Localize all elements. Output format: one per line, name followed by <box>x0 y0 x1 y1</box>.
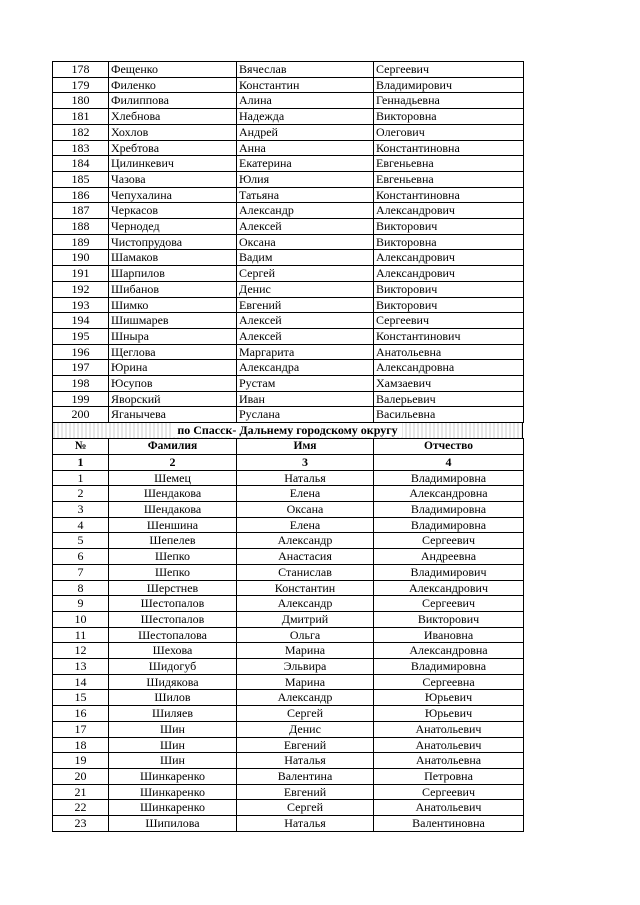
surname-cell: Шипилова <box>109 816 237 832</box>
surname-cell: Фещенко <box>109 62 237 78</box>
surname-cell: Шиляев <box>109 706 237 722</box>
surname-cell: Щеглова <box>109 344 237 360</box>
surname-cell: Шин <box>109 721 237 737</box>
surname-cell: Яганычева <box>109 407 237 423</box>
patronymic-cell: Константиновна <box>374 187 524 203</box>
row-number: 197 <box>53 360 109 376</box>
patronymic-cell: Викторовна <box>374 234 524 250</box>
row-number: 4 <box>53 517 109 533</box>
table-row <box>53 407 524 423</box>
patronymic-cell: Викторович <box>374 611 524 627</box>
surname-cell: Филиппова <box>109 93 237 109</box>
surname-cell: Шепелев <box>109 533 237 549</box>
first-name-cell: Александр <box>237 596 374 612</box>
surname-cell: Шехова <box>109 643 237 659</box>
surname-cell: Хлебнова <box>109 109 237 125</box>
row-number: 199 <box>53 391 109 407</box>
row-number: 195 <box>53 328 109 344</box>
surname-cell: Шепко <box>109 549 237 565</box>
table-row <box>53 266 524 282</box>
table-row <box>53 690 524 706</box>
first-name-cell: Оксана <box>237 234 374 250</box>
surname-cell: Чернодед <box>109 219 237 235</box>
table-row <box>53 297 524 313</box>
table-row <box>53 281 524 297</box>
patronymic-cell: Викторович <box>374 297 524 313</box>
first-name-cell: Маргарита <box>237 344 374 360</box>
table-row <box>53 674 524 690</box>
first-name-cell: Наталья <box>237 816 374 832</box>
table-row <box>53 627 524 643</box>
patronymic-cell: Константиновна <box>374 140 524 156</box>
row-number: 17 <box>53 721 109 737</box>
table-row <box>53 737 524 753</box>
column-index: 3 <box>237 454 374 470</box>
row-number: 198 <box>53 376 109 392</box>
patronymic-cell: Валентиновна <box>374 816 524 832</box>
patronymic-cell: Александрович <box>374 203 524 219</box>
patronymic-cell: Владимирович <box>374 77 524 93</box>
table-row <box>53 816 524 832</box>
column-index: 1 <box>53 454 109 470</box>
patronymic-cell: Юрьевич <box>374 690 524 706</box>
row-number: 2 <box>53 486 109 502</box>
table-row <box>53 250 524 266</box>
row-number: 8 <box>53 580 109 596</box>
patronymic-cell: Александровна <box>374 643 524 659</box>
row-number: 21 <box>53 784 109 800</box>
patronymic-cell: Евгеньевна <box>374 156 524 172</box>
table-row <box>53 706 524 722</box>
patronymic-cell: Петровна <box>374 768 524 784</box>
table-row <box>53 140 524 156</box>
table-row <box>53 124 524 140</box>
table-row <box>53 501 524 517</box>
table-row <box>53 360 524 376</box>
row-number: 22 <box>53 800 109 816</box>
table-row <box>53 187 524 203</box>
surname-cell: Яворский <box>109 391 237 407</box>
row-number: 19 <box>53 753 109 769</box>
table-row <box>53 800 524 816</box>
patronymic-cell: Владимировна <box>374 659 524 675</box>
first-name-cell: Марина <box>237 674 374 690</box>
patronymic-cell: Анатольевич <box>374 721 524 737</box>
surname-cell: Шинкаренко <box>109 800 237 816</box>
row-number: 13 <box>53 659 109 675</box>
first-name-cell: Константин <box>237 580 374 596</box>
row-number: 14 <box>53 674 109 690</box>
table-row <box>53 486 524 502</box>
first-name-cell: Станислав <box>237 564 374 580</box>
first-name-cell: Александр <box>237 533 374 549</box>
first-name-cell: Эльвира <box>237 659 374 675</box>
first-name-cell: Рустам <box>237 376 374 392</box>
patronymic-cell: Владимировна <box>374 470 524 486</box>
first-name-cell: Андрей <box>237 124 374 140</box>
first-name-cell: Юлия <box>237 171 374 187</box>
patronymic-cell: Александровна <box>374 360 524 376</box>
table-row <box>53 517 524 533</box>
surname-cell: Шестопалов <box>109 611 237 627</box>
table-row <box>53 768 524 784</box>
row-number: 187 <box>53 203 109 219</box>
patronymic-cell: Сергеевич <box>374 313 524 329</box>
patronymic-cell: Сергеевна <box>374 674 524 690</box>
header-patronymic: Отчество <box>374 439 524 455</box>
row-number: 179 <box>53 77 109 93</box>
patronymic-cell: Александровна <box>374 486 524 502</box>
patronymic-cell: Ивановна <box>374 627 524 643</box>
surname-cell: Шеншина <box>109 517 237 533</box>
row-number: 189 <box>53 234 109 250</box>
header-first-name: Имя <box>237 439 374 455</box>
first-name-cell: Дмитрий <box>237 611 374 627</box>
district-table-body <box>53 470 524 831</box>
first-name-cell: Наталья <box>237 470 374 486</box>
surname-cell: Чазова <box>109 171 237 187</box>
table-row <box>53 171 524 187</box>
first-name-cell: Евгений <box>237 784 374 800</box>
district-name-table <box>52 438 524 832</box>
row-number: 5 <box>53 533 109 549</box>
surname-cell: Шибанов <box>109 281 237 297</box>
surname-cell: Шестопалов <box>109 596 237 612</box>
row-number: 3 <box>53 501 109 517</box>
surname-cell: Шамаков <box>109 250 237 266</box>
table-row <box>53 564 524 580</box>
surname-cell: Юсупов <box>109 376 237 392</box>
first-name-cell: Денис <box>237 721 374 737</box>
patronymic-cell: Сергеевич <box>374 533 524 549</box>
first-name-cell: Иван <box>237 391 374 407</box>
table-row <box>53 234 524 250</box>
patronymic-cell: Викторовна <box>374 109 524 125</box>
table-row <box>53 659 524 675</box>
first-name-cell: Вячеслав <box>237 62 374 78</box>
first-name-cell: Евгений <box>237 737 374 753</box>
patronymic-cell: Викторович <box>374 281 524 297</box>
surname-cell: Шишмарев <box>109 313 237 329</box>
first-name-cell: Алексей <box>237 313 374 329</box>
row-number: 20 <box>53 768 109 784</box>
row-number: 16 <box>53 706 109 722</box>
patronymic-cell: Сергеевич <box>374 62 524 78</box>
first-name-cell: Анна <box>237 140 374 156</box>
column-index-row <box>53 454 524 470</box>
table-row <box>53 109 524 125</box>
first-name-cell: Елена <box>237 517 374 533</box>
continued-name-table <box>52 61 524 423</box>
surname-cell: Хохлов <box>109 124 237 140</box>
surname-cell: Шендакова <box>109 486 237 502</box>
first-name-cell: Надежда <box>237 109 374 125</box>
table-row <box>53 156 524 172</box>
patronymic-cell: Валерьевич <box>374 391 524 407</box>
patronymic-cell: Анатольевна <box>374 344 524 360</box>
surname-cell: Чепухалина <box>109 187 237 203</box>
row-number: 1 <box>53 470 109 486</box>
first-name-cell: Сергей <box>237 266 374 282</box>
surname-cell: Шидякова <box>109 674 237 690</box>
surname-cell: Шинкаренко <box>109 768 237 784</box>
first-name-cell: Евгений <box>237 297 374 313</box>
row-number: 11 <box>53 627 109 643</box>
patronymic-cell: Владимировна <box>374 501 524 517</box>
first-name-cell: Сергей <box>237 706 374 722</box>
patronymic-cell: Геннадьевна <box>374 93 524 109</box>
surname-cell: Шидогуб <box>109 659 237 675</box>
surname-cell: Шин <box>109 753 237 769</box>
row-number: 12 <box>53 643 109 659</box>
patronymic-cell: Сергеевич <box>374 784 524 800</box>
table-row <box>53 470 524 486</box>
section-title-text: по Спасск- Дальнему городскому округу <box>173 423 401 437</box>
patronymic-cell: Александрович <box>374 250 524 266</box>
first-name-cell: Анастасия <box>237 549 374 565</box>
row-number: 194 <box>53 313 109 329</box>
header-number: № <box>53 439 109 455</box>
patronymic-cell: Анатольевна <box>374 753 524 769</box>
patronymic-cell: Хамзаевич <box>374 376 524 392</box>
row-number: 191 <box>53 266 109 282</box>
first-name-cell: Вадим <box>237 250 374 266</box>
surname-cell: Шинкаренко <box>109 784 237 800</box>
surname-cell: Шестопалова <box>109 627 237 643</box>
surname-cell: Шерстнев <box>109 580 237 596</box>
surname-cell: Шин <box>109 737 237 753</box>
patronymic-cell: Александрович <box>374 266 524 282</box>
row-number: 185 <box>53 171 109 187</box>
row-number: 182 <box>53 124 109 140</box>
surname-cell: Хребтова <box>109 140 237 156</box>
table-row <box>53 344 524 360</box>
section-title <box>52 423 523 438</box>
row-number: 196 <box>53 344 109 360</box>
row-number: 9 <box>53 596 109 612</box>
table-row <box>53 376 524 392</box>
row-number: 186 <box>53 187 109 203</box>
surname-cell: Филенко <box>109 77 237 93</box>
patronymic-cell: Викторович <box>374 219 524 235</box>
row-number: 192 <box>53 281 109 297</box>
first-name-cell: Алексей <box>237 328 374 344</box>
first-name-cell: Татьяна <box>237 187 374 203</box>
header-surname: Фамилия <box>109 439 237 455</box>
table-row <box>53 62 524 78</box>
first-name-cell: Оксана <box>237 501 374 517</box>
first-name-cell: Александр <box>237 203 374 219</box>
row-number: 193 <box>53 297 109 313</box>
first-name-cell: Екатерина <box>237 156 374 172</box>
row-number: 7 <box>53 564 109 580</box>
first-name-cell: Сергей <box>237 800 374 816</box>
first-name-cell: Константин <box>237 77 374 93</box>
row-number: 178 <box>53 62 109 78</box>
surname-cell: Шендакова <box>109 501 237 517</box>
table-row <box>53 533 524 549</box>
first-name-cell: Ольга <box>237 627 374 643</box>
surname-cell: Чистопрудова <box>109 234 237 250</box>
row-number: 183 <box>53 140 109 156</box>
row-number: 18 <box>53 737 109 753</box>
patronymic-cell: Александрович <box>374 580 524 596</box>
column-index: 2 <box>109 454 237 470</box>
surname-cell: Шимко <box>109 297 237 313</box>
row-number: 15 <box>53 690 109 706</box>
table-row <box>53 328 524 344</box>
patronymic-cell: Васильевна <box>374 407 524 423</box>
surname-cell: Шемец <box>109 470 237 486</box>
column-index: 4 <box>374 454 524 470</box>
surname-cell: Шныра <box>109 328 237 344</box>
table-row <box>53 753 524 769</box>
row-number: 184 <box>53 156 109 172</box>
patronymic-cell: Евгеньевна <box>374 171 524 187</box>
first-name-cell: Александра <box>237 360 374 376</box>
first-name-cell: Марина <box>237 643 374 659</box>
patronymic-cell: Олегович <box>374 124 524 140</box>
first-name-cell: Наталья <box>237 753 374 769</box>
table-row <box>53 580 524 596</box>
first-name-cell: Александр <box>237 690 374 706</box>
surname-cell: Юрина <box>109 360 237 376</box>
row-number: 181 <box>53 109 109 125</box>
patronymic-cell: Анатольевич <box>374 737 524 753</box>
row-number: 6 <box>53 549 109 565</box>
document-page <box>52 61 523 832</box>
continued-table-body <box>53 62 524 423</box>
patronymic-cell: Константинович <box>374 328 524 344</box>
surname-cell: Цилинкевич <box>109 156 237 172</box>
patronymic-cell: Сергеевич <box>374 596 524 612</box>
surname-cell: Шарпилов <box>109 266 237 282</box>
row-number: 10 <box>53 611 109 627</box>
patronymic-cell: Андреевна <box>374 549 524 565</box>
table-row <box>53 721 524 737</box>
table-header <box>53 439 524 470</box>
table-row <box>53 596 524 612</box>
table-row <box>53 93 524 109</box>
row-number: 23 <box>53 816 109 832</box>
table-row <box>53 611 524 627</box>
patronymic-cell: Владимирович <box>374 564 524 580</box>
row-number: 180 <box>53 93 109 109</box>
first-name-cell: Алина <box>237 93 374 109</box>
patronymic-cell: Юрьевич <box>374 706 524 722</box>
first-name-cell: Елена <box>237 486 374 502</box>
first-name-cell: Денис <box>237 281 374 297</box>
table-row <box>53 784 524 800</box>
table-row <box>53 313 524 329</box>
first-name-cell: Руслана <box>237 407 374 423</box>
first-name-cell: Алексей <box>237 219 374 235</box>
patronymic-cell: Владимировна <box>374 517 524 533</box>
table-row <box>53 203 524 219</box>
patronymic-cell: Анатольевич <box>374 800 524 816</box>
surname-cell: Черкасов <box>109 203 237 219</box>
table-row <box>53 643 524 659</box>
table-row <box>53 549 524 565</box>
row-number: 190 <box>53 250 109 266</box>
table-row <box>53 391 524 407</box>
row-number: 200 <box>53 407 109 423</box>
table-row <box>53 219 524 235</box>
row-number: 188 <box>53 219 109 235</box>
surname-cell: Шепко <box>109 564 237 580</box>
surname-cell: Шилов <box>109 690 237 706</box>
table-row <box>53 77 524 93</box>
first-name-cell: Валентина <box>237 768 374 784</box>
header-row <box>53 439 524 455</box>
